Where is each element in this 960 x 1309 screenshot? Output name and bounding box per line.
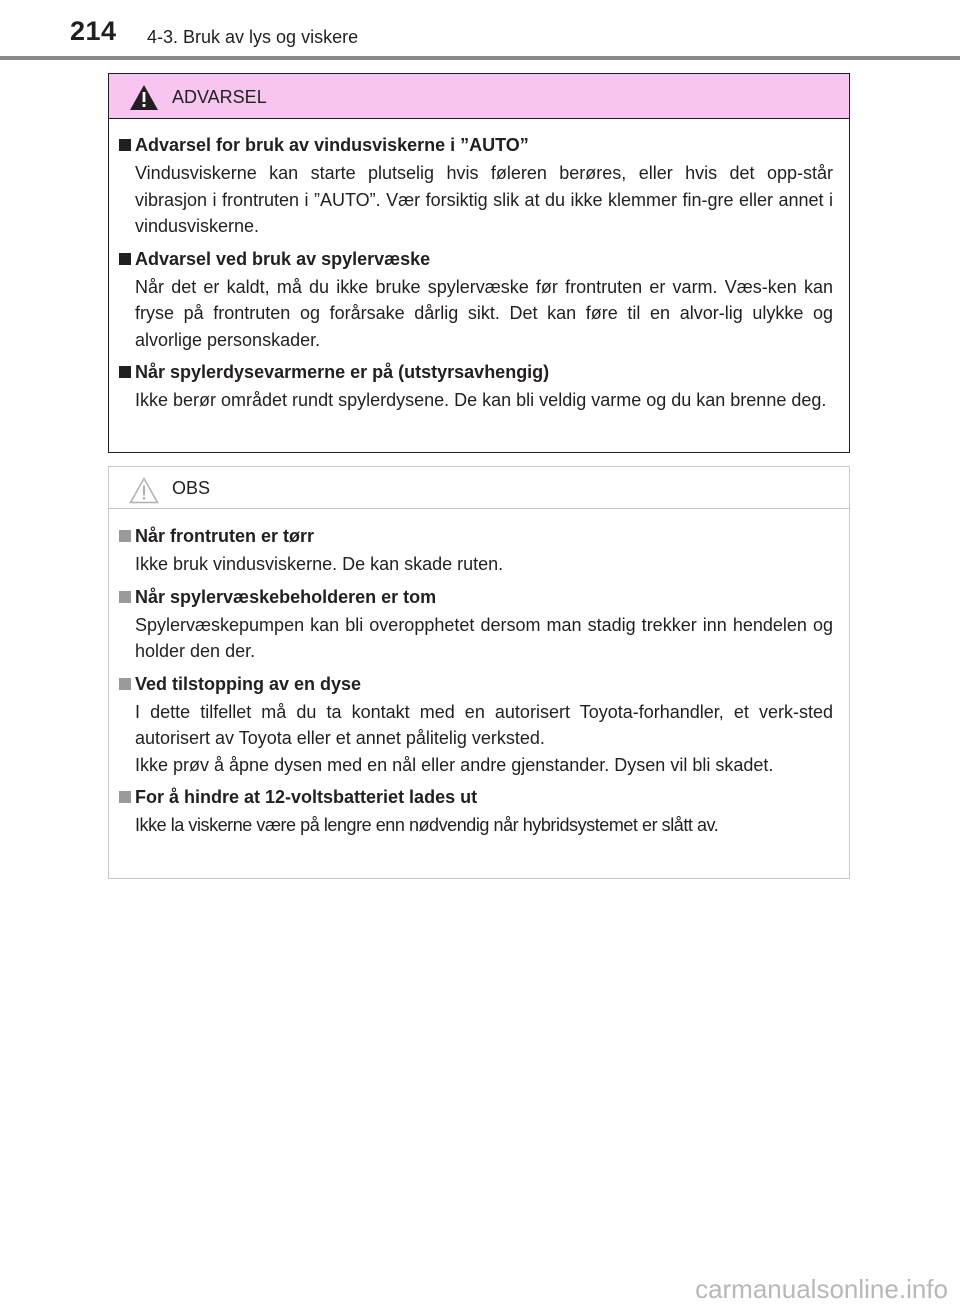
caution-item [122,786,833,839]
warning-item-title: Advarsel for bruk av vindusviskerne i ”AUTO” [122,134,833,157]
caution-item-text: Ikke bruk vindusviskerne. De kan skade ruten. [135,554,504,574]
caution-item-title: Når spylervæskebeholderen er tom [122,586,833,609]
watermark: carmanualsonline.info [695,1274,948,1304]
warning-item-title: Når spylerdysevarmerne er på (utstyrsavhengig) [122,361,833,384]
caution-item [122,673,833,779]
warning-item [122,134,833,240]
caution-item-title: For å hindre at 12-voltsbatteriet lades ut [122,786,833,809]
warning-item-text: Vindusviskerne kan starte plutselig hvis føleren berøres, eller hvis det opp-står vibrasjon i frontruten i ”AUTO”. Vær forsiktig slik at du ikke klemmer fin-gre eller annet i vindusviskerne. [135,163,833,236]
caution-item [122,525,833,578]
caution-item-text: Spylervæskepumpen kan bli overopphetet dersom man stadig trekker inn hendelen og holder den der. [135,614,833,661]
warning-label: ADVARSEL [172,87,267,107]
section-title: 4-3. Bruk av lys og viskere [147,27,359,47]
caution-header [109,467,849,509]
caution-label: OBS [172,478,211,498]
caution-item-text: Ikke la viskerne være på lengre enn nødvendig når hybridsystemet er slått av. [135,815,719,835]
caution-item [122,586,833,665]
caution-item-title: Når frontruten er tørr [122,525,833,548]
warning-item-text: Ikke berør området rundt spylerdysene. De kan bli veldig varme og du kan brenne deg. [135,390,827,410]
caution-box [108,466,850,879]
caution-item-text: Ikke prøv å åpne dysen med en nål eller andre gjenstander. Dysen vil bli skadet. [135,754,774,775]
warning-item [122,248,833,354]
page-number: 214 [70,16,117,46]
caution-item-text: I dette tilfellet må du ta kontakt med en autorisert Toyota-forhandler, et verk-sted autorisert av Toyota eller et annet pålitelig verksted. [135,701,833,748]
header-divider [0,56,960,60]
warning-header [109,74,849,119]
warning-item [122,361,833,414]
warning-item-text: Når det er kaldt, må du ikke bruke spylervæske før frontruten er varm. Væs-ken kan fryse på frontruten og forårsake dårlig sikt. Det kan føre til en alvor-lig ulykke og alvorlige personskader. [135,276,833,350]
warning-box [108,73,850,453]
caution-item-title: Ved tilstopping av en dyse [122,673,833,696]
warning-triangle-icon [129,84,159,111]
warning-item-title: Advarsel ved bruk av spylervæske [122,248,833,271]
caution-triangle-icon [129,477,159,504]
